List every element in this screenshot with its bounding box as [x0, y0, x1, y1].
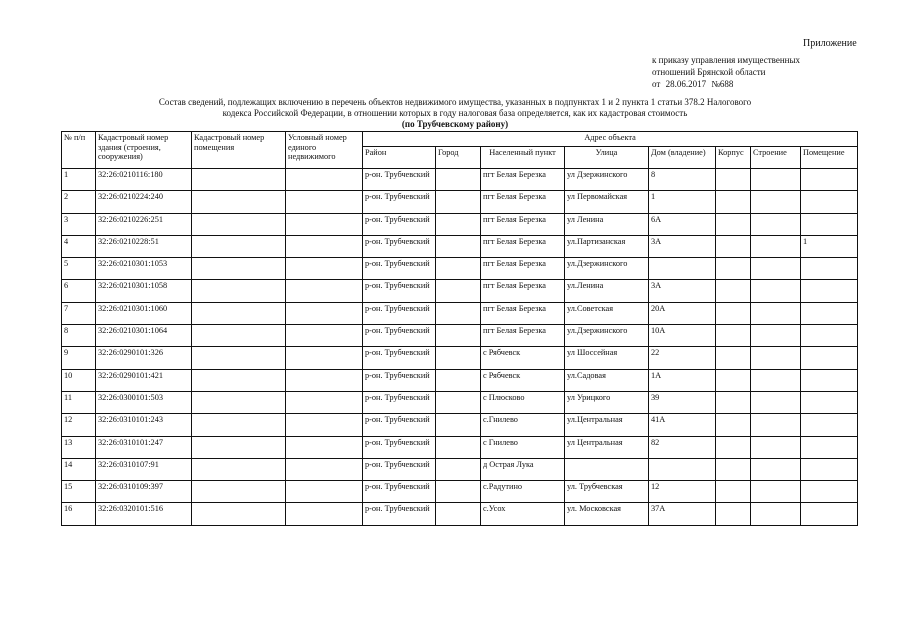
header-room: Помещение — [801, 147, 858, 169]
row-cad-room — [192, 302, 286, 324]
row-district: р-он. Трубчевский — [363, 369, 436, 391]
row-korpus — [716, 258, 751, 280]
row-cad-room — [192, 258, 286, 280]
row-num: 7 — [62, 302, 96, 324]
row-cond-number — [286, 213, 363, 235]
table-row — [62, 258, 858, 280]
row-cond-number — [286, 503, 363, 525]
row-stroenie — [751, 391, 801, 413]
row-stroenie — [751, 169, 801, 191]
row-room — [801, 481, 858, 503]
table-row — [62, 191, 858, 213]
header-house: Дом (владение) — [649, 147, 716, 169]
row-room — [801, 191, 858, 213]
table-row — [62, 458, 858, 480]
row-stroenie — [751, 481, 801, 503]
row-cond-number — [286, 235, 363, 257]
row-house: 37А — [649, 503, 716, 525]
row-district: р-он. Трубчевский — [363, 481, 436, 503]
row-street: ул.Дзержинского — [565, 258, 649, 280]
row-district: р-он. Трубчевский — [363, 302, 436, 324]
header-street: Улица — [565, 147, 649, 169]
title-line-2: кодекса Российской Федерации, в отношении которых в году налоговая база определяется, как их кадастровая стоимость — [222, 108, 688, 118]
row-cond-number — [286, 347, 363, 369]
row-num: 14 — [62, 458, 96, 480]
header-district: Район — [363, 147, 436, 169]
row-cond-number — [286, 414, 363, 436]
row-district: р-он. Трубчевский — [363, 213, 436, 235]
header-cad-building: Кадастровый номер здания (строения, сооружения) — [96, 132, 192, 169]
row-district: р-он. Трубчевский — [363, 280, 436, 302]
row-street — [565, 458, 649, 480]
row-house: 41А — [649, 414, 716, 436]
row-street: ул.Партизанская — [565, 235, 649, 257]
row-settlement: пгт Белая Березка — [481, 302, 565, 324]
table-row — [62, 325, 858, 347]
row-house: 1 — [649, 191, 716, 213]
row-num: 12 — [62, 414, 96, 436]
row-num: 2 — [62, 191, 96, 213]
row-house — [649, 258, 716, 280]
row-cad-room — [192, 414, 286, 436]
row-cond-number — [286, 280, 363, 302]
table-row — [62, 235, 858, 257]
row-korpus — [716, 169, 751, 191]
header-stroenie: Строение — [751, 147, 801, 169]
row-cond-number — [286, 481, 363, 503]
row-num: 8 — [62, 325, 96, 347]
row-settlement: д Острая Лука — [481, 458, 565, 480]
row-district: р-он. Трубчевский — [363, 325, 436, 347]
row-cond-number — [286, 325, 363, 347]
header-korpus: Корпус — [716, 147, 751, 169]
row-street: ул Центральная — [565, 436, 649, 458]
row-num: 16 — [62, 503, 96, 525]
row-settlement: с Рябчевск — [481, 347, 565, 369]
row-street: ул.Дзержинского — [565, 325, 649, 347]
row-district: р-он. Трубчевский — [363, 436, 436, 458]
row-cad-building: 32:26:0210301:1064 — [96, 325, 192, 347]
row-room — [801, 213, 858, 235]
row-num: 6 — [62, 280, 96, 302]
title-subtitle: (по Трубчевскому району) — [401, 119, 509, 129]
row-cad-room — [192, 391, 286, 413]
row-settlement: пгт Белая Березка — [481, 280, 565, 302]
row-settlement: с.Радутино — [481, 481, 565, 503]
row-district: р-он. Трубчевский — [363, 347, 436, 369]
row-room — [801, 369, 858, 391]
row-settlement: с.Гнилево — [481, 414, 565, 436]
row-stroenie — [751, 302, 801, 324]
order-line-1: к приказу управления имущественных — [652, 55, 801, 65]
table-row — [62, 347, 858, 369]
row-city — [436, 391, 481, 413]
row-num: 3 — [62, 213, 96, 235]
row-district: р-он. Трубчевский — [363, 235, 436, 257]
row-num: 9 — [62, 347, 96, 369]
row-korpus — [716, 369, 751, 391]
row-cad-building: 32:26:0310101:247 — [96, 436, 192, 458]
row-house: 12 — [649, 481, 716, 503]
header-address-group: Адрес объекта — [363, 132, 858, 147]
row-room — [801, 169, 858, 191]
row-korpus — [716, 391, 751, 413]
row-korpus — [716, 347, 751, 369]
row-settlement: пгт Белая Березка — [481, 169, 565, 191]
row-cad-building: 32:26:0290101:326 — [96, 347, 192, 369]
row-korpus — [716, 213, 751, 235]
table-row — [62, 169, 858, 191]
table-row — [62, 280, 858, 302]
row-house: 82 — [649, 436, 716, 458]
row-room — [801, 458, 858, 480]
row-cad-room — [192, 436, 286, 458]
property-table — [61, 131, 858, 526]
row-num: 5 — [62, 258, 96, 280]
table-row — [62, 213, 858, 235]
table-row — [62, 302, 858, 324]
row-korpus — [716, 414, 751, 436]
row-city — [436, 369, 481, 391]
appendix-label: Приложение — [803, 38, 857, 49]
row-korpus — [716, 503, 751, 525]
row-cad-room — [192, 369, 286, 391]
row-settlement: с Рябчевск — [481, 369, 565, 391]
row-korpus — [716, 481, 751, 503]
row-city — [436, 169, 481, 191]
row-city — [436, 347, 481, 369]
row-korpus — [716, 325, 751, 347]
row-settlement: пгт Белая Березка — [481, 213, 565, 235]
row-stroenie — [751, 280, 801, 302]
row-num: 15 — [62, 481, 96, 503]
row-room: 1 — [801, 235, 858, 257]
row-settlement: пгт Белая Березка — [481, 235, 565, 257]
order-date-number: от 28.06.2017 №688 — [652, 79, 734, 89]
row-city — [436, 213, 481, 235]
row-cad-room — [192, 169, 286, 191]
row-street: ул Шоссейная — [565, 347, 649, 369]
row-cad-building: 32:26:0210301:1060 — [96, 302, 192, 324]
row-num: 10 — [62, 369, 96, 391]
row-cond-number — [286, 302, 363, 324]
row-cad-room — [192, 481, 286, 503]
row-district: р-он. Трубчевский — [363, 458, 436, 480]
row-stroenie — [751, 258, 801, 280]
row-num: 1 — [62, 169, 96, 191]
row-street: ул.Садовая — [565, 369, 649, 391]
table-row — [62, 391, 858, 413]
row-district: р-он. Трубчевский — [363, 414, 436, 436]
row-street: ул.Советская — [565, 302, 649, 324]
row-cad-building: 32:26:0300101:503 — [96, 391, 192, 413]
row-house: 6А — [649, 213, 716, 235]
row-stroenie — [751, 458, 801, 480]
row-cad-room — [192, 280, 286, 302]
row-room — [801, 258, 858, 280]
row-cad-room — [192, 503, 286, 525]
row-cond-number — [286, 436, 363, 458]
row-street: ул.Ленина — [565, 280, 649, 302]
header-cond-number: Условный номер единого недвижимого — [286, 132, 363, 169]
row-cad-building: 32:26:0310101:243 — [96, 414, 192, 436]
row-house: 22 — [649, 347, 716, 369]
row-room — [801, 325, 858, 347]
table-row — [62, 481, 858, 503]
header-num: № п/п — [62, 132, 96, 169]
row-stroenie — [751, 369, 801, 391]
row-stroenie — [751, 436, 801, 458]
row-room — [801, 436, 858, 458]
order-line-2: отношений Брянской области — [652, 67, 766, 77]
row-cond-number — [286, 169, 363, 191]
row-district: р-он. Трубчевский — [363, 191, 436, 213]
row-street: ул. Трубчевская — [565, 481, 649, 503]
row-num: 11 — [62, 391, 96, 413]
row-room — [801, 414, 858, 436]
row-cond-number — [286, 191, 363, 213]
row-city — [436, 325, 481, 347]
row-korpus — [716, 191, 751, 213]
row-cond-number — [286, 369, 363, 391]
row-room — [801, 391, 858, 413]
row-stroenie — [751, 213, 801, 235]
title-line-1: Состав сведений, подлежащих включению в перечень объектов недвижимого имущества, указанных в подпунктах 1 и 2 пункта 1 статьи 378.2 Налогового — [158, 97, 752, 107]
row-room — [801, 280, 858, 302]
row-stroenie — [751, 325, 801, 347]
row-street: ул Первомайская — [565, 191, 649, 213]
header-city: Город — [436, 147, 481, 169]
row-num: 13 — [62, 436, 96, 458]
row-settlement: пгт Белая Березка — [481, 325, 565, 347]
row-house: 3А — [649, 235, 716, 257]
row-house: 3А — [649, 280, 716, 302]
row-house: 39 — [649, 391, 716, 413]
row-num: 4 — [62, 235, 96, 257]
row-house: 1А — [649, 369, 716, 391]
row-cad-building: 32:26:0210224:240 — [96, 191, 192, 213]
row-house: 8 — [649, 169, 716, 191]
row-cond-number — [286, 458, 363, 480]
row-room — [801, 347, 858, 369]
row-korpus — [716, 458, 751, 480]
row-street: ул. Московская — [565, 503, 649, 525]
row-settlement: пгт Белая Березка — [481, 191, 565, 213]
row-city — [436, 503, 481, 525]
row-city — [436, 280, 481, 302]
row-cad-room — [192, 458, 286, 480]
row-city — [436, 191, 481, 213]
row-settlement: пгт Белая Березка — [481, 258, 565, 280]
row-street: ул Ленина — [565, 213, 649, 235]
row-district: р-он. Трубчевский — [363, 258, 436, 280]
row-city — [436, 458, 481, 480]
row-district: р-он. Трубчевский — [363, 391, 436, 413]
row-house — [649, 458, 716, 480]
row-cad-building: 32:26:0210116:180 — [96, 169, 192, 191]
row-city — [436, 258, 481, 280]
row-street: ул.Центральная — [565, 414, 649, 436]
row-cond-number — [286, 391, 363, 413]
row-cond-number — [286, 258, 363, 280]
row-city — [436, 302, 481, 324]
row-street: ул Урицкого — [565, 391, 649, 413]
row-house: 20А — [649, 302, 716, 324]
row-city — [436, 235, 481, 257]
row-cad-room — [192, 347, 286, 369]
row-cad-room — [192, 213, 286, 235]
row-settlement: с Гнилево — [481, 436, 565, 458]
table-row — [62, 414, 858, 436]
row-cad-building: 32:26:0210228:51 — [96, 235, 192, 257]
header-cad-room: Кадастровый номер помещения — [192, 132, 286, 169]
row-cad-room — [192, 325, 286, 347]
row-city — [436, 414, 481, 436]
row-korpus — [716, 280, 751, 302]
row-cad-room — [192, 235, 286, 257]
table-row — [62, 503, 858, 525]
row-settlement: с.Усох — [481, 503, 565, 525]
row-korpus — [716, 436, 751, 458]
row-district: р-он. Трубчевский — [363, 503, 436, 525]
row-room — [801, 503, 858, 525]
header-settlement: Населенный пункт — [481, 147, 565, 169]
row-house: 10А — [649, 325, 716, 347]
row-city — [436, 436, 481, 458]
row-city — [436, 481, 481, 503]
table-row — [62, 369, 858, 391]
row-korpus — [716, 235, 751, 257]
row-district: р-он. Трубчевский — [363, 169, 436, 191]
row-korpus — [716, 302, 751, 324]
row-cad-building: 32:26:0210226:251 — [96, 213, 192, 235]
row-room — [801, 302, 858, 324]
row-cad-building: 32:26:0210301:1058 — [96, 280, 192, 302]
row-cad-building: 32:26:0320101:516 — [96, 503, 192, 525]
row-cad-building: 32:26:0290101:421 — [96, 369, 192, 391]
row-cad-building: 32:26:0210301:1053 — [96, 258, 192, 280]
row-stroenie — [751, 191, 801, 213]
row-cad-building: 32:26:0310109:397 — [96, 481, 192, 503]
row-stroenie — [751, 414, 801, 436]
row-settlement: с Плюсково — [481, 391, 565, 413]
row-cad-building: 32:26:0310107:91 — [96, 458, 192, 480]
row-stroenie — [751, 235, 801, 257]
row-stroenie — [751, 503, 801, 525]
table-row — [62, 436, 858, 458]
row-cad-room — [192, 191, 286, 213]
row-stroenie — [751, 347, 801, 369]
row-street: ул Дзержинского — [565, 169, 649, 191]
